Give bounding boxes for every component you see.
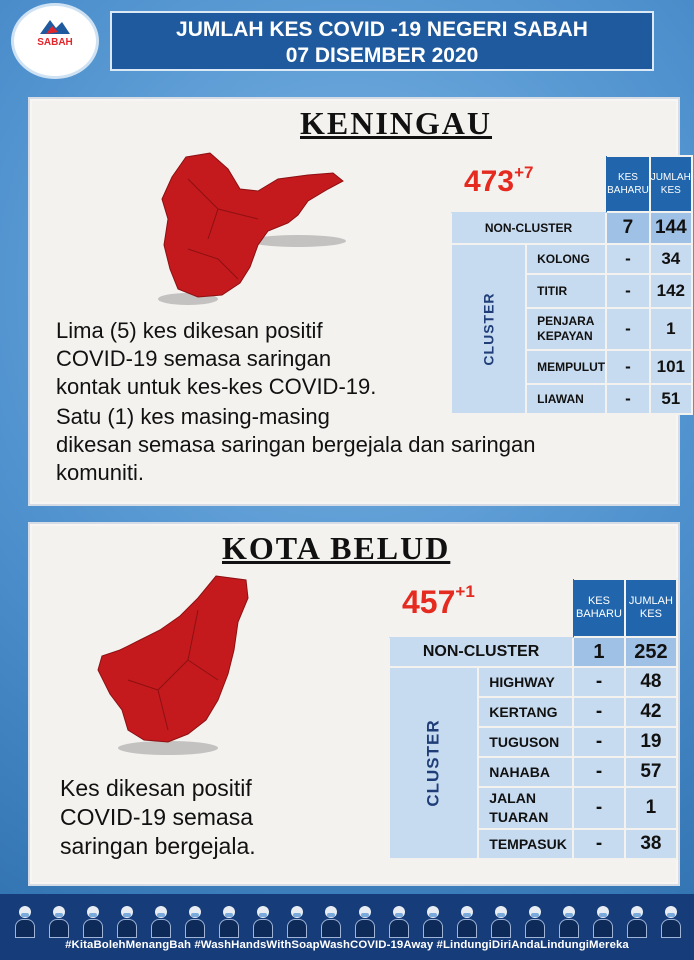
cluster-row-new: - — [606, 350, 650, 384]
frontliner-figure-icon — [490, 904, 512, 938]
column-header-total-cases: JUMLAH KES — [650, 156, 692, 212]
kota-belud-panel — [28, 522, 680, 886]
cluster-row-total: 34 — [650, 244, 692, 274]
frontliner-figures — [8, 900, 688, 938]
sabah-health-logo — [14, 6, 96, 76]
cluster-row-new: - — [573, 667, 625, 697]
desc-line: dikesan semasa saringan bergejala dan saringan — [56, 432, 536, 457]
cluster-row-new: - — [573, 697, 625, 727]
desc-line: Lima (5) kes dikesan positif — [56, 318, 323, 343]
cluster-row-new: - — [606, 384, 650, 414]
desc-line: kontak untuk kes-kes COVID-19. — [56, 374, 377, 399]
cluster-row-new: - — [573, 829, 625, 859]
cluster-row-total: 42 — [625, 697, 677, 727]
frontliner-figure-icon — [116, 904, 138, 938]
kota-belud-total-number: 457 — [402, 584, 456, 620]
desc-line: saringan bergejala. — [60, 833, 256, 859]
non-cluster-label: NON-CLUSTER — [389, 637, 573, 667]
footer-hashtags: #KitaBolehMenangBah #WashHandsWithSoapWashCOVID-19Away #LindungiDiriAndaLindungiMereka — [65, 939, 629, 951]
frontliner-figure-icon — [48, 904, 70, 938]
keningau-total-number: 473 — [464, 165, 515, 198]
cluster-label: CLUSTER — [451, 244, 526, 414]
kota-belud-description — [60, 774, 256, 861]
frontliner-figure-icon — [422, 904, 444, 938]
frontliner-figure-icon — [320, 904, 342, 938]
frontliner-figure-icon — [354, 904, 376, 938]
cluster-row-total: 1 — [650, 308, 692, 350]
non-cluster-total: 144 — [650, 212, 692, 244]
cluster-row-total: 51 — [650, 384, 692, 414]
non-cluster-label: NON-CLUSTER — [451, 212, 606, 244]
title-date: 07 DISEMBER 2020 — [285, 44, 479, 67]
cluster-row-name: TEMPASUK — [478, 829, 573, 859]
cluster-row-total: 1 — [625, 787, 677, 829]
cluster-row-name: KERTANG — [478, 697, 573, 727]
frontliner-figure-icon — [558, 904, 580, 938]
cluster-row-name: HIGHWAY — [478, 667, 573, 697]
frontliner-figure-icon — [286, 904, 308, 938]
district-title-kota-belud: KOTA BELUD — [222, 530, 451, 566]
kota-belud-new-count: +1 — [455, 582, 475, 601]
non-cluster-new: 7 — [606, 212, 650, 244]
frontliner-figure-icon — [252, 904, 274, 938]
logo-text: SABAH — [37, 37, 73, 48]
cluster-row-new: - — [606, 244, 650, 274]
frontliner-figure-icon — [660, 904, 682, 938]
cluster-row-new: - — [606, 308, 650, 350]
page-title — [110, 11, 654, 71]
cluster-row-new: - — [573, 727, 625, 757]
column-header-new-cases: KES BAHARU — [606, 156, 650, 212]
desc-line: COVID-19 semasa saringan — [56, 346, 332, 371]
cluster-row-total: 38 — [625, 829, 677, 859]
frontliner-figure-icon — [82, 904, 104, 938]
frontliner-figure-icon — [626, 904, 648, 938]
cluster-row-total: 19 — [625, 727, 677, 757]
column-header-total-cases: JUMLAH KES — [625, 579, 677, 637]
non-cluster-total: 252 — [625, 637, 677, 667]
cluster-row-name: NAHABA — [478, 757, 573, 787]
frontliner-figure-icon — [14, 904, 36, 938]
column-header-new-cases: KES BAHARU — [573, 579, 625, 637]
table-corner — [451, 156, 606, 212]
desc-line: komuniti. — [56, 460, 145, 485]
cluster-row-total: 48 — [625, 667, 677, 697]
frontliner-figure-icon — [592, 904, 614, 938]
desc-line: Satu (1) kes masing-masing — [56, 404, 330, 429]
cluster-row-total: 57 — [625, 757, 677, 787]
logo-emblem-icon — [38, 16, 72, 36]
cluster-label: CLUSTER — [389, 667, 478, 859]
cluster-row-total: 101 — [650, 350, 692, 384]
cluster-row-name: MEMPULUT — [526, 350, 606, 384]
keningau-description — [56, 317, 535, 487]
frontliner-figure-icon — [456, 904, 478, 938]
frontliner-figure-icon — [388, 904, 410, 938]
keningau-panel — [28, 97, 691, 506]
non-cluster-new: 1 — [573, 637, 625, 667]
kota-belud-map-icon — [88, 570, 268, 760]
cluster-row-total: 142 — [650, 274, 692, 308]
cluster-row-name: JALAN TUARAN — [478, 787, 573, 829]
cluster-row-name: PENJARA KEPAYAN — [526, 308, 606, 350]
frontliner-figure-icon — [524, 904, 546, 938]
table-corner — [389, 579, 573, 637]
frontliner-figure-icon — [218, 904, 240, 938]
frontliner-figure-icon — [150, 904, 172, 938]
desc-line: Kes dikesan positif — [60, 775, 252, 801]
title-line-1: JUMLAH KES COVID -19 NEGERI SABAH — [176, 18, 588, 41]
frontliner-figure-icon — [184, 904, 206, 938]
cluster-row-name: TITIR — [526, 274, 606, 308]
cluster-row-new: - — [606, 274, 650, 308]
district-title-keningau: KENINGAU — [300, 105, 493, 141]
cluster-row-name: TUGUSON — [478, 727, 573, 757]
cluster-row-name: KOLONG — [526, 244, 606, 274]
cluster-row-new: - — [573, 787, 625, 829]
keningau-map-icon — [148, 149, 358, 309]
cluster-row-new: - — [573, 757, 625, 787]
desc-line: COVID-19 semasa — [60, 804, 254, 830]
cluster-row-name: LIAWAN — [526, 384, 606, 414]
kota-belud-case-table — [388, 578, 678, 860]
keningau-new-count: +7 — [514, 163, 534, 182]
